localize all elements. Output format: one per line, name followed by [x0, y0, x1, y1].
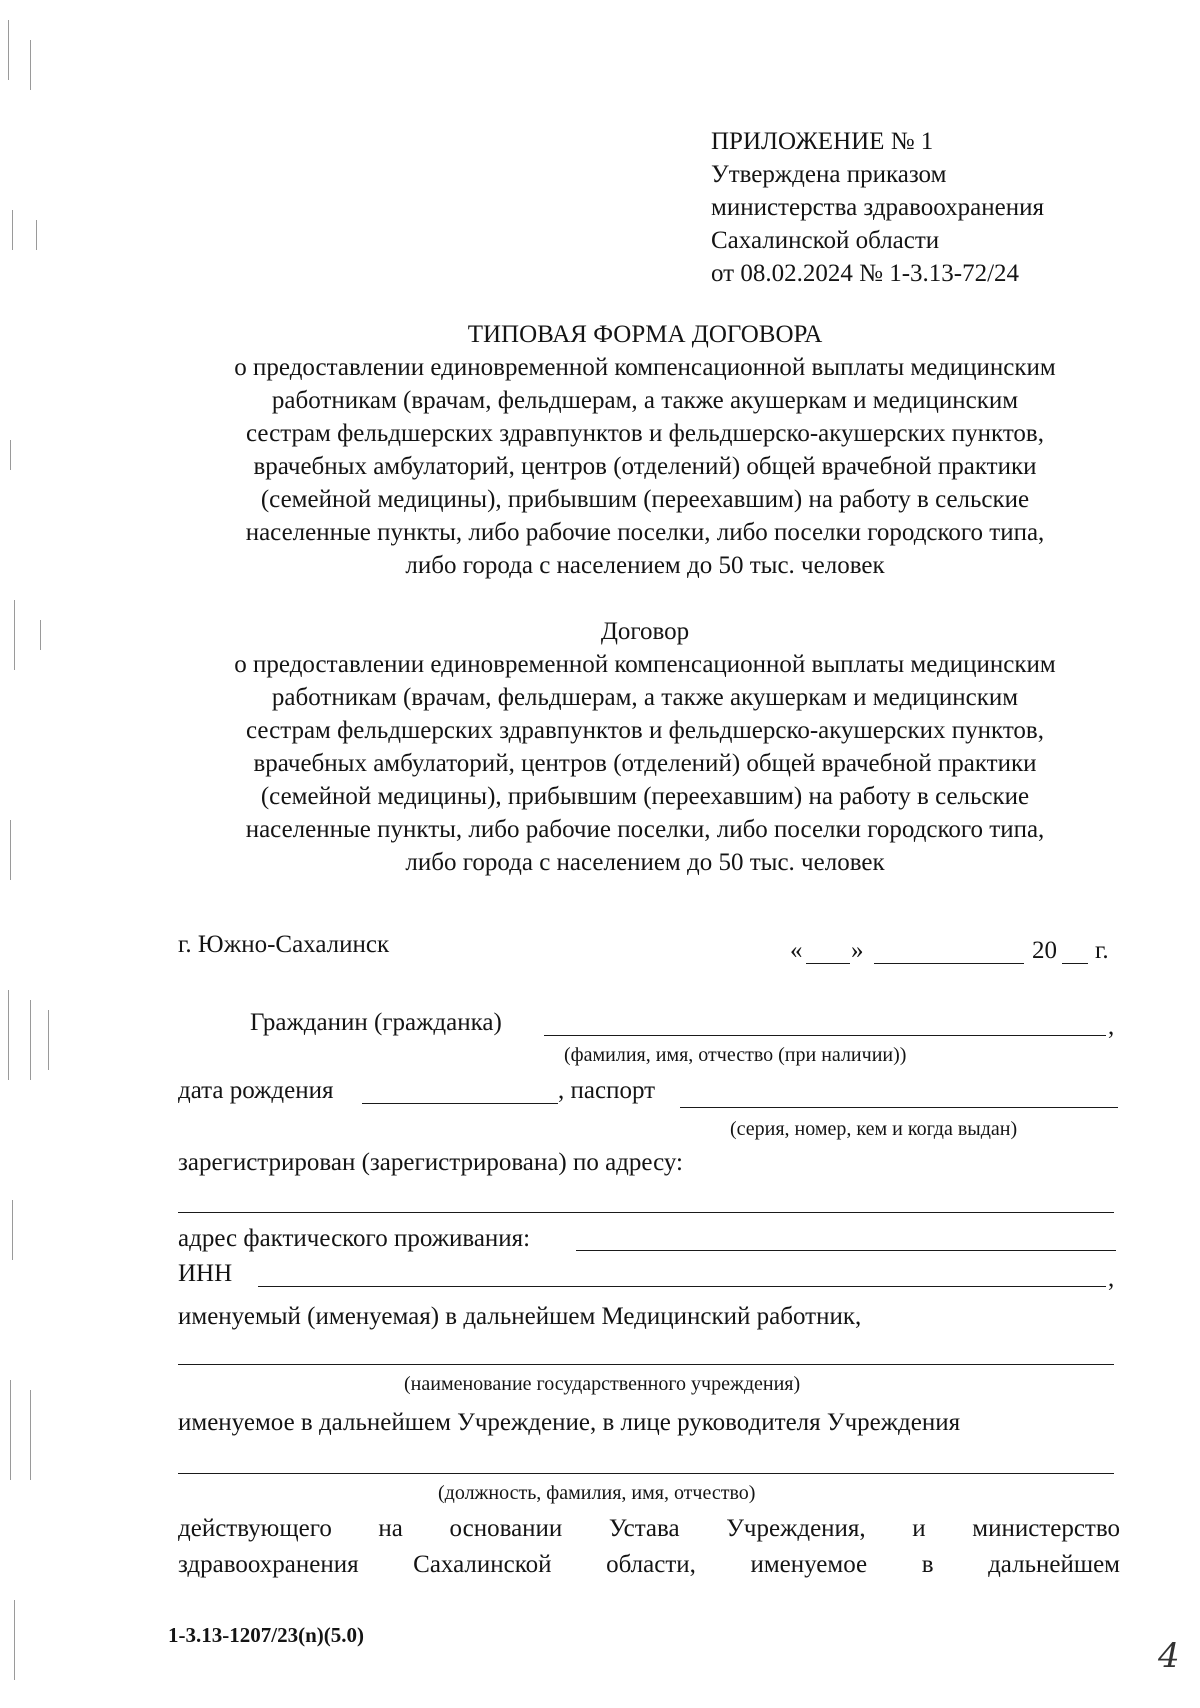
appendix-block [711, 125, 1044, 290]
word: именуемое [750, 1551, 868, 1578]
word: министерство [972, 1515, 1120, 1542]
word: области, [606, 1551, 696, 1578]
word: основании [449, 1515, 563, 1542]
scan-edge-artifact [0, 0, 70, 1708]
head-hint: (должность, фамилия, имя, отчество) [438, 1482, 756, 1504]
year-prefix: 20 [1032, 937, 1057, 964]
title-line: населенные пункты, либо рабочие поселки, либо поселки городского типа, [245, 519, 1045, 546]
year-blank[interactable] [1062, 963, 1088, 964]
actual-address-label: адрес фактического проживания: [178, 1225, 531, 1252]
quote-open: « [790, 937, 803, 964]
contract-line: сестрам фельдшерских здравпунктов и фельдшерско-акушерских пунктов, [246, 717, 1044, 744]
passport-label: , паспорт [558, 1077, 656, 1104]
birth-date-label: дата рождения [178, 1077, 334, 1104]
approval-line: Утверждена приказом [711, 161, 947, 188]
passport-hint: (серия, номер, кем и когда выдан) [730, 1118, 1018, 1140]
title-line: врачебных амбулаторий, центров (отделений) общей врачебной практики [253, 453, 1037, 480]
title-line: работникам (врачам, фельдшерам, а также акушеркам и медицинским [271, 387, 1019, 414]
handwritten-page-number: 4 [1158, 1636, 1180, 1676]
order-date-line: от 08.02.2024 № 1-3.13-72/24 [711, 260, 1020, 287]
year-suffix: г. [1095, 937, 1109, 964]
title-line: сестрам фельдшерских здравпунктов и фельдшерско-акушерских пунктов, [246, 420, 1044, 447]
region-line: Сахалинской области [711, 227, 940, 254]
paragraph-line [178, 1548, 1120, 1581]
ministry-line: министерства здравоохранения [711, 194, 1044, 221]
word: дальнейшем [988, 1551, 1120, 1578]
word: на [378, 1515, 403, 1542]
citizen-label: Гражданин (гражданка) [250, 1009, 502, 1036]
contract-title-block [160, 615, 1130, 879]
form-title-block [160, 318, 1130, 582]
inn-label: ИНН [178, 1260, 233, 1287]
word: действующего [178, 1515, 332, 1542]
inn-comma: , [1108, 1265, 1115, 1292]
word: здравоохранения [178, 1551, 359, 1578]
quote-close: » [851, 937, 864, 964]
paragraph-line [178, 1512, 1120, 1545]
title-line: о предоставлении единовременной компенсационной выплаты медицинским [234, 354, 1056, 381]
registered-address-field[interactable] [178, 1212, 1114, 1213]
inn-field[interactable] [258, 1286, 1106, 1287]
institution-name-field[interactable] [178, 1364, 1114, 1365]
contract-line: о предоставлении единовременной компенсационной выплаты медицинским [234, 651, 1056, 678]
named-worker-text: именуемый (именуемая) в дальнейшем Медицинский работник, [178, 1303, 862, 1330]
title-line: либо города с населением до 50 тыс. человек [405, 552, 885, 579]
fio-hint: (фамилия, имя, отчество (при наличии)) [564, 1044, 907, 1066]
contract-heading: Договор [600, 618, 690, 645]
word: Устава [608, 1515, 680, 1542]
citizen-name-field[interactable] [544, 1035, 1106, 1036]
passport-field[interactable] [680, 1107, 1118, 1108]
head-name-field[interactable] [178, 1473, 1114, 1474]
appendix-number: ПРИЛОЖЕНИЕ № 1 [711, 128, 934, 155]
contract-line: либо города с населением до 50 тыс. человек [405, 849, 885, 876]
contract-line: населенные пункты, либо рабочие поселки, либо поселки городского типа, [245, 816, 1045, 843]
month-blank[interactable] [874, 963, 1024, 964]
institution-hint: (наименование государственного учреждения) [404, 1373, 801, 1395]
birth-date-field[interactable] [362, 1103, 558, 1104]
contract-line: (семейной медицины), прибывшим (переехавшим) на работу в сельские [260, 783, 1030, 810]
contract-line: врачебных амбулаторий, центров (отделений) общей врачебной практики [253, 750, 1037, 777]
word: Учреждения, [726, 1515, 866, 1542]
title-line: (семейной медицины), прибывшим (переехавшим) на работу в сельские [260, 486, 1030, 513]
word: в [921, 1551, 934, 1578]
word: Сахалинской [413, 1551, 552, 1578]
form-heading: ТИПОВАЯ ФОРМА ДОГОВОРА [467, 321, 823, 348]
registered-address-label: зарегистрирован (зарегистрирована) по адресу: [178, 1149, 684, 1176]
city-name: г. Южно-Сахалинск [178, 931, 390, 958]
day-blank[interactable] [806, 963, 850, 964]
actual-address-field[interactable] [576, 1250, 1116, 1251]
trailing-comma: , [1108, 1013, 1115, 1040]
contract-line: работникам (врачам, фельдшерам, а также акушеркам и медицинским [271, 684, 1019, 711]
named-institution-text: именуемое в дальнейшем Учреждение, в лице руководителя Учреждения [178, 1409, 961, 1436]
document-code: 1-3.13-1207/23(n)(5.0) [168, 1623, 364, 1647]
word: и [912, 1515, 926, 1542]
